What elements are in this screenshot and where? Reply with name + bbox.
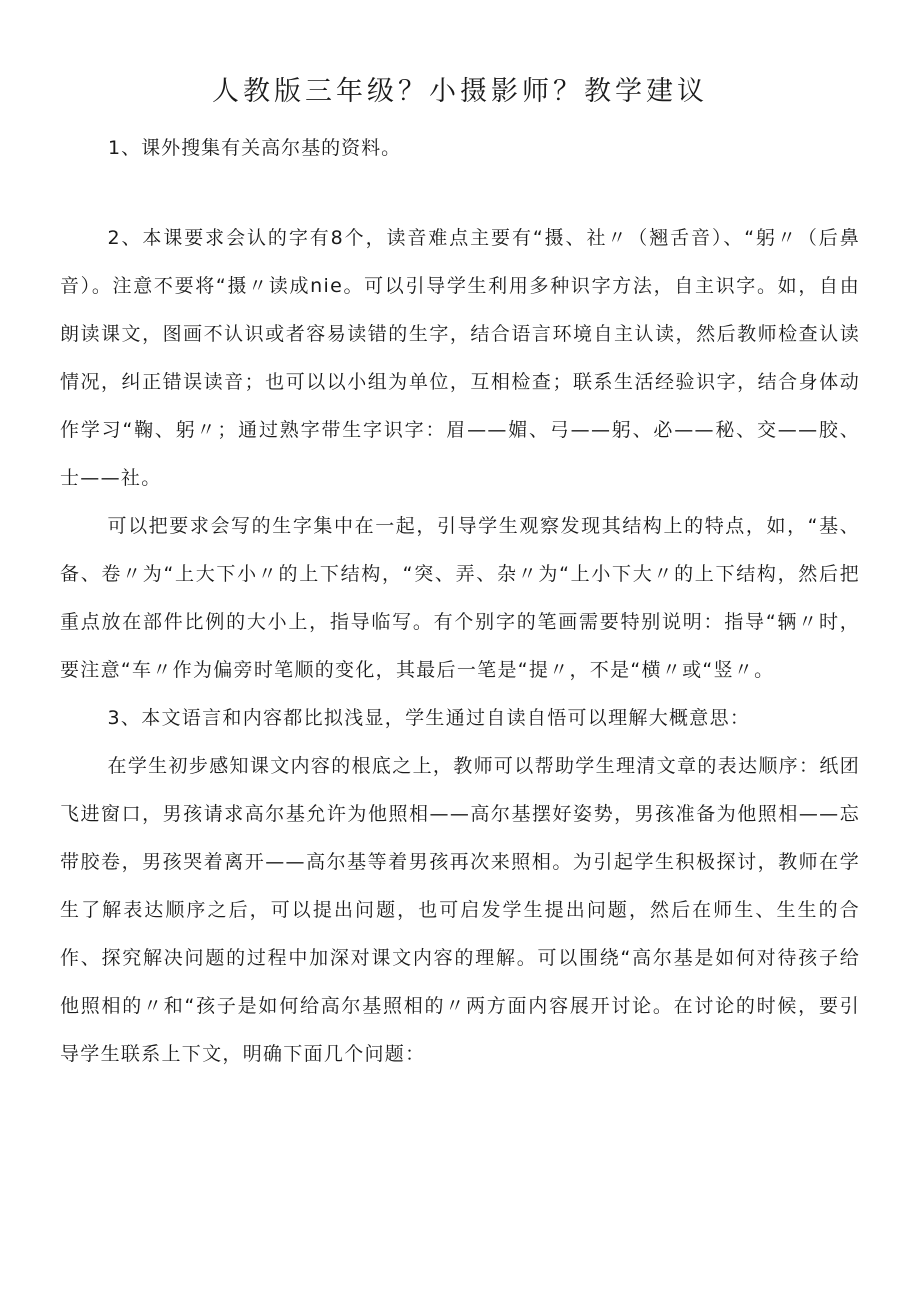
paragraph: 2、本课要求会认的字有8个，读音难点主要有“摄、社〃（翘舌音）、“躬〃（后鼻音）。注意不要将“摄〃读成nie。可以引导学生利用多种识字方法，自主识字。如，自由朗读课文，图画不认识或者容易读错的生字，结合语言环境自主认读，然后教师检查认读情况，纠正错误读音；也可以以小组为单位，互相检查；联系生活经验识字，结合身体动作学习“鞠、躬〃；通过熟字带生字识字：眉——媚、弓——躬、必——秘、交——胶、士——社。 — [60, 227, 860, 489]
document-body — [60, 214, 860, 1078]
item-1: 1、课外搜集有关高尔基的资料。 — [108, 137, 402, 159]
document-title: 人教版三年级？小摄影师？教学建议 — [212, 76, 708, 107]
paragraph: 3、本文语言和内容都比拟浅显，学生通过自读自悟可以理解大概意思： — [107, 707, 751, 729]
paragraph: 在学生初步感知课文内容的根底之上，教师可以帮助学生理清文章的表达顺序：纸团飞进窗口，男孩请求高尔基允许为他照相——高尔基摆好姿势，男孩准备为他照相——忘带胶卷，男孩哭着离开——高尔基等着男孩再次来照相。为引起学生积极探讨，教师在学生了解表达顺序之后，可以提出问题，也可启发学生提出问题，然后在师生、生生的合作、探究解决问题的过程中加深对课文内容的理解。可以围绕“高尔基是如何对待孩子给他照相的〃和“孩子是如何给高尔基照相的〃两方面内容展开讨论。在讨论的时候，要引导学生联系上下文，明确下面几个问题： — [60, 755, 860, 1065]
paragraph: 可以把要求会写的生字集中在一起，引导学生观察发现其结构上的特点，如，“基、备、卷〃为“上大下小〃的上下结构，“突、弄、杂〃为“上小下大〃的上下结构，然后把重点放在部件比例的大小上，指导临写。有个别字的笔画需要特别说明：指导“辆〃时，要注意“车〃作为偏旁时笔顺的变化，其最后一笔是“提〃，不是“横〃或“竖〃。 — [60, 515, 860, 681]
